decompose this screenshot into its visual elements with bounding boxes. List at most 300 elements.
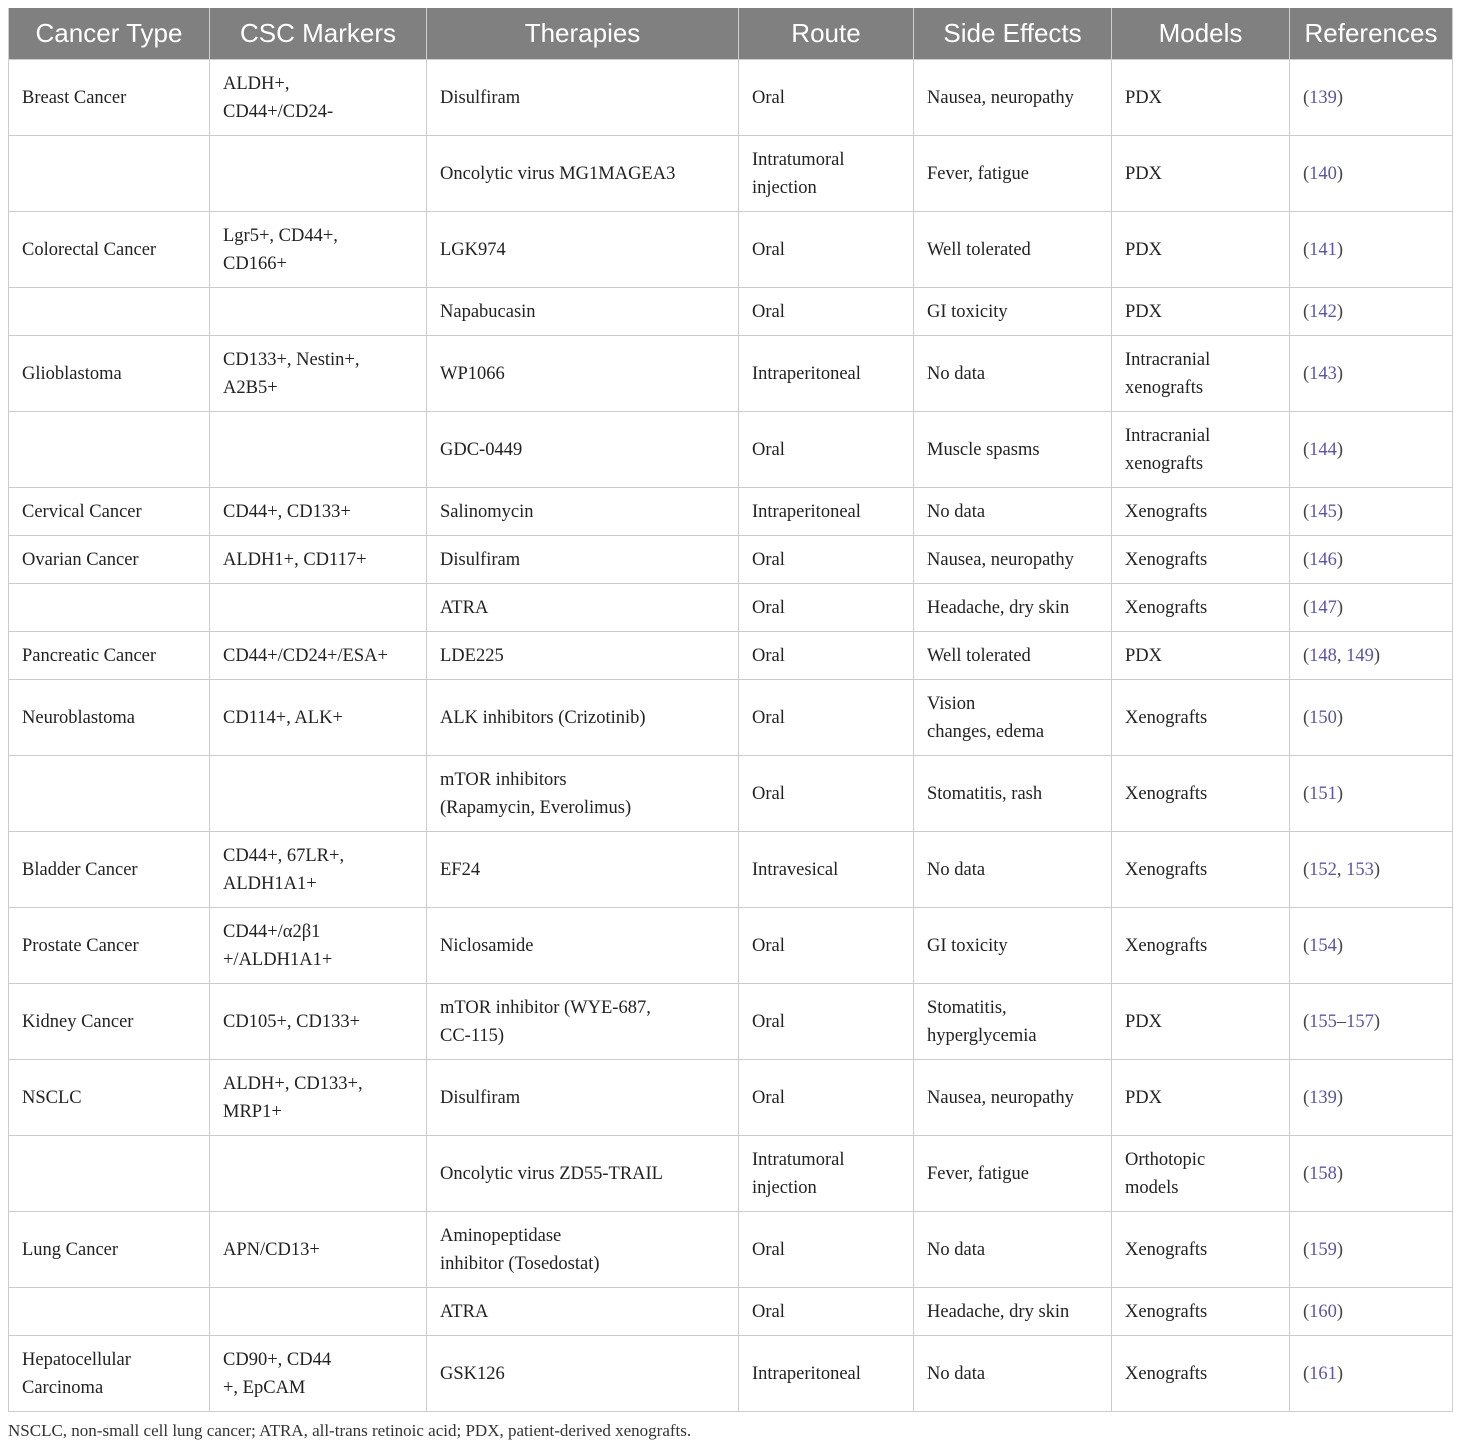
cell-line: ATRA: [440, 597, 489, 618]
cancer-type-cell: [9, 336, 210, 412]
cell-line: Intraperitoneal: [752, 363, 861, 384]
cell-line: No data: [927, 501, 986, 522]
therapy-cell: [427, 984, 739, 1060]
therapy-cell: [427, 1288, 739, 1336]
models-cell: [1112, 984, 1290, 1060]
table-row: [9, 212, 1453, 288]
references-cell: (143): [1290, 336, 1453, 412]
cell-line: Ovarian Cancer: [22, 549, 139, 570]
cancer-type-cell: [9, 1060, 210, 1136]
cell-line: PDX: [1125, 1087, 1163, 1108]
csc-markers-cell: [210, 488, 427, 536]
cancer-type-cell: [9, 756, 210, 832]
csc-markers-cell: [210, 212, 427, 288]
route-cell: [739, 60, 914, 136]
cell-line: Xenografts: [1125, 501, 1208, 522]
reference-link[interactable]: 160: [1309, 1301, 1337, 1322]
cell-line: Neuroblastoma: [22, 707, 136, 728]
csc-markers-cell: [210, 984, 427, 1060]
side-effects-cell: [914, 136, 1112, 212]
route-cell: [739, 984, 914, 1060]
cell-line: Bladder Cancer: [22, 859, 138, 880]
cell-line: Carcinoma: [22, 1377, 104, 1398]
table-row: [9, 136, 1453, 212]
route-cell: [739, 336, 914, 412]
references-cell: (152, 153): [1290, 832, 1453, 908]
cell-line: Napabucasin: [440, 301, 536, 322]
therapy-cell: [427, 908, 739, 984]
cell-line: Oral: [752, 783, 785, 804]
cell-line: Well tolerated: [927, 239, 1031, 260]
cell-line: +/ALDH1A1+: [223, 949, 333, 970]
csc-markers-cell: [210, 756, 427, 832]
csc-markers-cell: [210, 1212, 427, 1288]
csc-markers-cell: [210, 288, 427, 336]
reference-link[interactable]: 154: [1309, 935, 1337, 956]
cell-line: Oral: [752, 87, 785, 108]
table-container: [8, 8, 1452, 1412]
cell-line: LDE225: [440, 645, 504, 666]
cell-line: Well tolerated: [927, 645, 1031, 666]
cell-line: Orthotopic: [1125, 1149, 1206, 1170]
cell-line: ALDH+,: [223, 73, 290, 94]
route-cell: [739, 680, 914, 756]
cell-line: injection: [752, 1177, 817, 1198]
cancer-type-cell: [9, 1336, 210, 1412]
cell-line: Oral: [752, 1301, 785, 1322]
therapy-cell: [427, 680, 739, 756]
route-cell: [739, 1336, 914, 1412]
cancer-type-cell: [9, 288, 210, 336]
cancer-type-cell: [9, 584, 210, 632]
cell-line: Oral: [752, 645, 785, 666]
route-cell: [739, 212, 914, 288]
cell-line: No data: [927, 1239, 986, 1260]
route-cell: [739, 1060, 914, 1136]
table-row: [9, 1336, 1453, 1412]
cancer-type-cell: [9, 212, 210, 288]
side-effects-cell: [914, 336, 1112, 412]
route-cell: [739, 536, 914, 584]
cell-line: NSCLC: [22, 1087, 82, 1108]
cell-line: Intravesical: [752, 859, 839, 880]
references-cell: (160): [1290, 1288, 1453, 1336]
route-cell: [739, 1288, 914, 1336]
side-effects-cell: [914, 832, 1112, 908]
cancer-type-cell: [9, 488, 210, 536]
table-row: [9, 288, 1453, 336]
therapy-cell: [427, 536, 739, 584]
route-cell: [739, 1212, 914, 1288]
reference-link[interactable]: 152: [1309, 859, 1337, 880]
cell-line: Muscle spasms: [927, 439, 1040, 460]
cell-line: Xenografts: [1125, 935, 1208, 956]
cell-line: Xenografts: [1125, 1301, 1208, 1322]
cell-line: Oral: [752, 239, 785, 260]
cell-line: Oral: [752, 935, 785, 956]
cell-line: Lung Cancer: [22, 1239, 119, 1260]
cell-line: MRP1+: [223, 1101, 282, 1122]
cell-line: CD90+, CD44: [223, 1349, 332, 1370]
cancer-type-cell: [9, 412, 210, 488]
csc-markers-cell: [210, 1288, 427, 1336]
cell-line: Fever, fatigue: [927, 1163, 1029, 1184]
cell-line: Oral: [752, 439, 785, 460]
cell-line: No data: [927, 363, 986, 384]
models-cell: [1112, 756, 1290, 832]
table-row: [9, 488, 1453, 536]
cell-line: Hepatocellular: [22, 1349, 131, 1370]
cell-line: Cervical Cancer: [22, 501, 142, 522]
route-cell: [739, 488, 914, 536]
therapy-cell: [427, 756, 739, 832]
cancer-type-cell: [9, 536, 210, 584]
models-cell: [1112, 288, 1290, 336]
reference-link[interactable]: 146: [1309, 549, 1337, 570]
cell-line: ALK inhibitors (Crizotinib): [440, 707, 646, 728]
cancer-type-cell: [9, 136, 210, 212]
reference-link[interactable]: 155: [1309, 1011, 1337, 1032]
references-cell: (147): [1290, 584, 1453, 632]
cell-line: hyperglycemia: [927, 1025, 1037, 1046]
side-effects-cell: [914, 584, 1112, 632]
cell-line: Xenografts: [1125, 1363, 1208, 1384]
cell-line: Kidney Cancer: [22, 1011, 134, 1032]
cell-line: CC-115): [440, 1025, 505, 1046]
cell-line: mTOR inhibitors: [440, 769, 567, 790]
col-header-references: References: [1290, 8, 1453, 60]
cell-line: Headache, dry skin: [927, 1301, 1070, 1322]
csc-markers-cell: [210, 1060, 427, 1136]
side-effects-cell: [914, 632, 1112, 680]
cell-line: PDX: [1125, 87, 1163, 108]
table-row: [9, 412, 1453, 488]
table-row: [9, 1136, 1453, 1212]
cell-line: CD44+/CD24-: [223, 101, 334, 122]
route-cell: [739, 756, 914, 832]
table-row: [9, 680, 1453, 756]
therapy-cell: [427, 136, 739, 212]
route-cell: [739, 136, 914, 212]
models-cell: [1112, 212, 1290, 288]
side-effects-cell: [914, 1288, 1112, 1336]
side-effects-cell: [914, 1212, 1112, 1288]
models-cell: [1112, 832, 1290, 908]
csc-markers-cell: [210, 536, 427, 584]
reference-link[interactable]: 150: [1309, 707, 1337, 728]
therapy-cell: [427, 488, 739, 536]
cell-line: WP1066: [440, 363, 505, 384]
cell-line: No data: [927, 859, 986, 880]
models-cell: [1112, 1288, 1290, 1336]
cancer-type-cell: [9, 1288, 210, 1336]
reference-link[interactable]: 140: [1309, 163, 1337, 184]
side-effects-cell: [914, 60, 1112, 136]
csc-markers-cell: [210, 1136, 427, 1212]
route-cell: [739, 584, 914, 632]
models-cell: [1112, 680, 1290, 756]
references-cell: (144): [1290, 412, 1453, 488]
csc-markers-cell: [210, 908, 427, 984]
route-cell: [739, 832, 914, 908]
cell-line: CD166+: [223, 253, 287, 274]
table-row: [9, 1212, 1453, 1288]
route-cell: [739, 908, 914, 984]
cell-line: Stomatitis,: [927, 997, 1007, 1018]
reference-link[interactable]: 149: [1346, 645, 1374, 666]
models-cell: [1112, 412, 1290, 488]
csc-markers-cell: [210, 632, 427, 680]
cell-line: PDX: [1125, 301, 1163, 322]
side-effects-cell: [914, 1136, 1112, 1212]
models-cell: [1112, 1060, 1290, 1136]
reference-link[interactable]: 148: [1309, 645, 1337, 666]
cell-line: Intraperitoneal: [752, 1363, 861, 1384]
cell-line: PDX: [1125, 645, 1163, 666]
route-cell: [739, 412, 914, 488]
reference-link[interactable]: 159: [1309, 1239, 1337, 1260]
cell-line: injection: [752, 177, 817, 198]
side-effects-cell: [914, 212, 1112, 288]
cell-line: xenografts: [1125, 377, 1204, 398]
cell-line: CD44+/CD24+/ESA+: [223, 645, 388, 666]
side-effects-cell: [914, 288, 1112, 336]
models-cell: [1112, 584, 1290, 632]
therapy-cell: [427, 212, 739, 288]
side-effects-cell: [914, 1336, 1112, 1412]
models-cell: [1112, 488, 1290, 536]
references-cell: (139): [1290, 60, 1453, 136]
cell-line: Xenografts: [1125, 1239, 1208, 1260]
col-header-cancer-type: Cancer Type: [9, 8, 210, 60]
reference-link[interactable]: 142: [1309, 301, 1337, 322]
references-cell: (148, 149): [1290, 632, 1453, 680]
cell-line: PDX: [1125, 163, 1163, 184]
cell-line: GDC-0449: [440, 439, 523, 460]
table-row: [9, 584, 1453, 632]
cell-line: CD44+/α2β1: [223, 921, 321, 942]
csc-markers-cell: [210, 336, 427, 412]
cell-line: Salinomycin: [440, 501, 534, 522]
reference-link[interactable]: 158: [1309, 1163, 1337, 1184]
cell-line: Disulfiram: [440, 87, 521, 108]
col-header-therapies: Therapies: [427, 8, 739, 60]
therapy-cell: [427, 1060, 739, 1136]
table-row: [9, 984, 1453, 1060]
csc-markers-cell: [210, 832, 427, 908]
cell-line: Breast Cancer: [22, 87, 127, 108]
reference-link[interactable]: 161: [1309, 1363, 1337, 1384]
reference-link[interactable]: 141: [1309, 239, 1337, 260]
references-cell: (142): [1290, 288, 1453, 336]
cancer-type-cell: [9, 984, 210, 1060]
cell-line: Lgr5+, CD44+,: [223, 225, 338, 246]
cell-line: Pancreatic Cancer: [22, 645, 157, 666]
references-cell: (161): [1290, 1336, 1453, 1412]
col-header-route: Route: [739, 8, 914, 60]
therapy-cell: [427, 336, 739, 412]
cell-line: APN/CD13+: [223, 1239, 320, 1260]
reference-link[interactable]: 144: [1309, 439, 1337, 460]
table-row: [9, 1288, 1453, 1336]
cell-line: Headache, dry skin: [927, 597, 1070, 618]
reference-link[interactable]: 139: [1309, 1087, 1337, 1108]
models-cell: [1112, 1212, 1290, 1288]
cell-line: CD105+, CD133+: [223, 1011, 361, 1032]
references-cell: (158): [1290, 1136, 1453, 1212]
reference-link[interactable]: 145: [1309, 501, 1337, 522]
cell-line: Xenografts: [1125, 549, 1208, 570]
cell-line: +, EpCAM: [223, 1377, 306, 1398]
side-effects-cell: [914, 908, 1112, 984]
route-cell: [739, 632, 914, 680]
models-cell: [1112, 1336, 1290, 1412]
cell-line: PDX: [1125, 239, 1163, 260]
cancer-type-cell: [9, 1136, 210, 1212]
cell-line: Stomatitis, rash: [927, 783, 1043, 804]
csc-markers-cell: [210, 680, 427, 756]
reference-link[interactable]: 143: [1309, 363, 1337, 384]
table-row: [9, 908, 1453, 984]
cell-line: Intratumoral: [752, 1149, 845, 1170]
route-cell: [739, 1136, 914, 1212]
cell-line: ALDH1+, CD117+: [223, 549, 367, 570]
cell-line: Xenografts: [1125, 859, 1208, 880]
cell-line: Fever, fatigue: [927, 163, 1029, 184]
table-row: [9, 632, 1453, 680]
cell-line: Niclosamide: [440, 935, 534, 956]
cell-line: Nausea, neuropathy: [927, 87, 1074, 108]
models-cell: [1112, 136, 1290, 212]
table-row: [9, 832, 1453, 908]
references-cell: (154): [1290, 908, 1453, 984]
cancer-type-cell: [9, 60, 210, 136]
therapy-cell: [427, 584, 739, 632]
models-cell: [1112, 632, 1290, 680]
references-cell: (155–157): [1290, 984, 1453, 1060]
col-header-side-effects: Side Effects: [914, 8, 1112, 60]
cell-line: changes, edema: [927, 721, 1045, 742]
reference-link[interactable]: 151: [1309, 783, 1337, 804]
header-row: [9, 8, 1453, 60]
side-effects-cell: [914, 536, 1112, 584]
table-row: [9, 336, 1453, 412]
therapy-cell: [427, 832, 739, 908]
csc-markers-cell: [210, 60, 427, 136]
cell-line: Intraperitoneal: [752, 501, 861, 522]
side-effects-cell: [914, 680, 1112, 756]
references-cell: (151): [1290, 756, 1453, 832]
therapy-cell: [427, 412, 739, 488]
reference-link[interactable]: 153: [1346, 859, 1374, 880]
models-cell: [1112, 60, 1290, 136]
table-row: [9, 536, 1453, 584]
side-effects-cell: [914, 756, 1112, 832]
references-cell: (150): [1290, 680, 1453, 756]
therapy-cell: [427, 1212, 739, 1288]
cell-line: Vision: [927, 693, 976, 714]
cell-line: Oral: [752, 597, 785, 618]
col-header-csc-markers: CSC Markers: [210, 8, 427, 60]
cell-line: GSK126: [440, 1363, 505, 1384]
cell-line: (Rapamycin, Everolimus): [440, 797, 632, 818]
cell-line: ATRA: [440, 1301, 489, 1322]
reference-link[interactable]: 147: [1309, 597, 1337, 618]
reference-link[interactable]: 157: [1346, 1011, 1374, 1032]
cell-line: Xenografts: [1125, 783, 1208, 804]
references-cell: (159): [1290, 1212, 1453, 1288]
therapy-cell: [427, 288, 739, 336]
table-row: [9, 756, 1453, 832]
references-cell: (139): [1290, 1060, 1453, 1136]
reference-link[interactable]: 139: [1309, 87, 1337, 108]
cell-line: Glioblastoma: [22, 363, 122, 384]
references-cell: (141): [1290, 212, 1453, 288]
cell-line: CD44+, 67LR+,: [223, 845, 345, 866]
cancer-type-cell: [9, 680, 210, 756]
route-cell: [739, 288, 914, 336]
csc-therapies-table: [8, 8, 1453, 1412]
cell-line: Oncolytic virus ZD55-TRAIL: [440, 1163, 663, 1184]
cell-line: Disulfiram: [440, 549, 521, 570]
cancer-type-cell: [9, 832, 210, 908]
therapy-cell: [427, 1136, 739, 1212]
csc-markers-cell: [210, 136, 427, 212]
cell-line: ALDH+, CD133+,: [223, 1073, 363, 1094]
cell-line: inhibitor (Tosedostat): [440, 1253, 600, 1274]
cell-line: mTOR inhibitor (WYE-687,: [440, 997, 651, 1018]
cell-line: ALDH1A1+: [223, 873, 317, 894]
references-cell: (145): [1290, 488, 1453, 536]
cell-line: Xenografts: [1125, 597, 1208, 618]
side-effects-cell: [914, 488, 1112, 536]
references-cell: (140): [1290, 136, 1453, 212]
therapy-cell: [427, 1336, 739, 1412]
cell-line: CD133+, Nestin+,: [223, 349, 360, 370]
models-cell: [1112, 908, 1290, 984]
cell-line: Oncolytic virus MG1MAGEA3: [440, 163, 676, 184]
cell-line: xenografts: [1125, 453, 1204, 474]
therapy-cell: [427, 60, 739, 136]
side-effects-cell: [914, 412, 1112, 488]
table-body: [9, 60, 1453, 1412]
csc-markers-cell: [210, 584, 427, 632]
models-cell: [1112, 536, 1290, 584]
cell-line: Aminopeptidase: [440, 1225, 562, 1246]
cell-line: models: [1125, 1177, 1179, 1198]
cell-line: CD44+, CD133+: [223, 501, 351, 522]
cell-line: CD114+, ALK+: [223, 707, 343, 728]
cell-line: Nausea, neuropathy: [927, 549, 1074, 570]
cell-line: EF24: [440, 859, 481, 880]
cell-line: Colorectal Cancer: [22, 239, 157, 260]
cell-line: Oral: [752, 549, 785, 570]
references-cell: (146): [1290, 536, 1453, 584]
table-row: [9, 1060, 1453, 1136]
cell-line: Oral: [752, 1011, 785, 1032]
cell-line: Disulfiram: [440, 1087, 521, 1108]
col-header-models: Models: [1112, 8, 1290, 60]
cell-line: Nausea, neuropathy: [927, 1087, 1074, 1108]
csc-markers-cell: [210, 412, 427, 488]
cancer-type-cell: [9, 632, 210, 680]
side-effects-cell: [914, 984, 1112, 1060]
cell-line: LGK974: [440, 239, 506, 260]
table-footnote: NSCLC, non-small cell lung cancer; ATRA, all-trans retinoic acid; PDX, patient-derived xenografts.: [8, 1421, 692, 1440]
models-cell: [1112, 1136, 1290, 1212]
cell-line: Intracranial: [1125, 349, 1211, 370]
cell-line: Prostate Cancer: [22, 935, 139, 956]
